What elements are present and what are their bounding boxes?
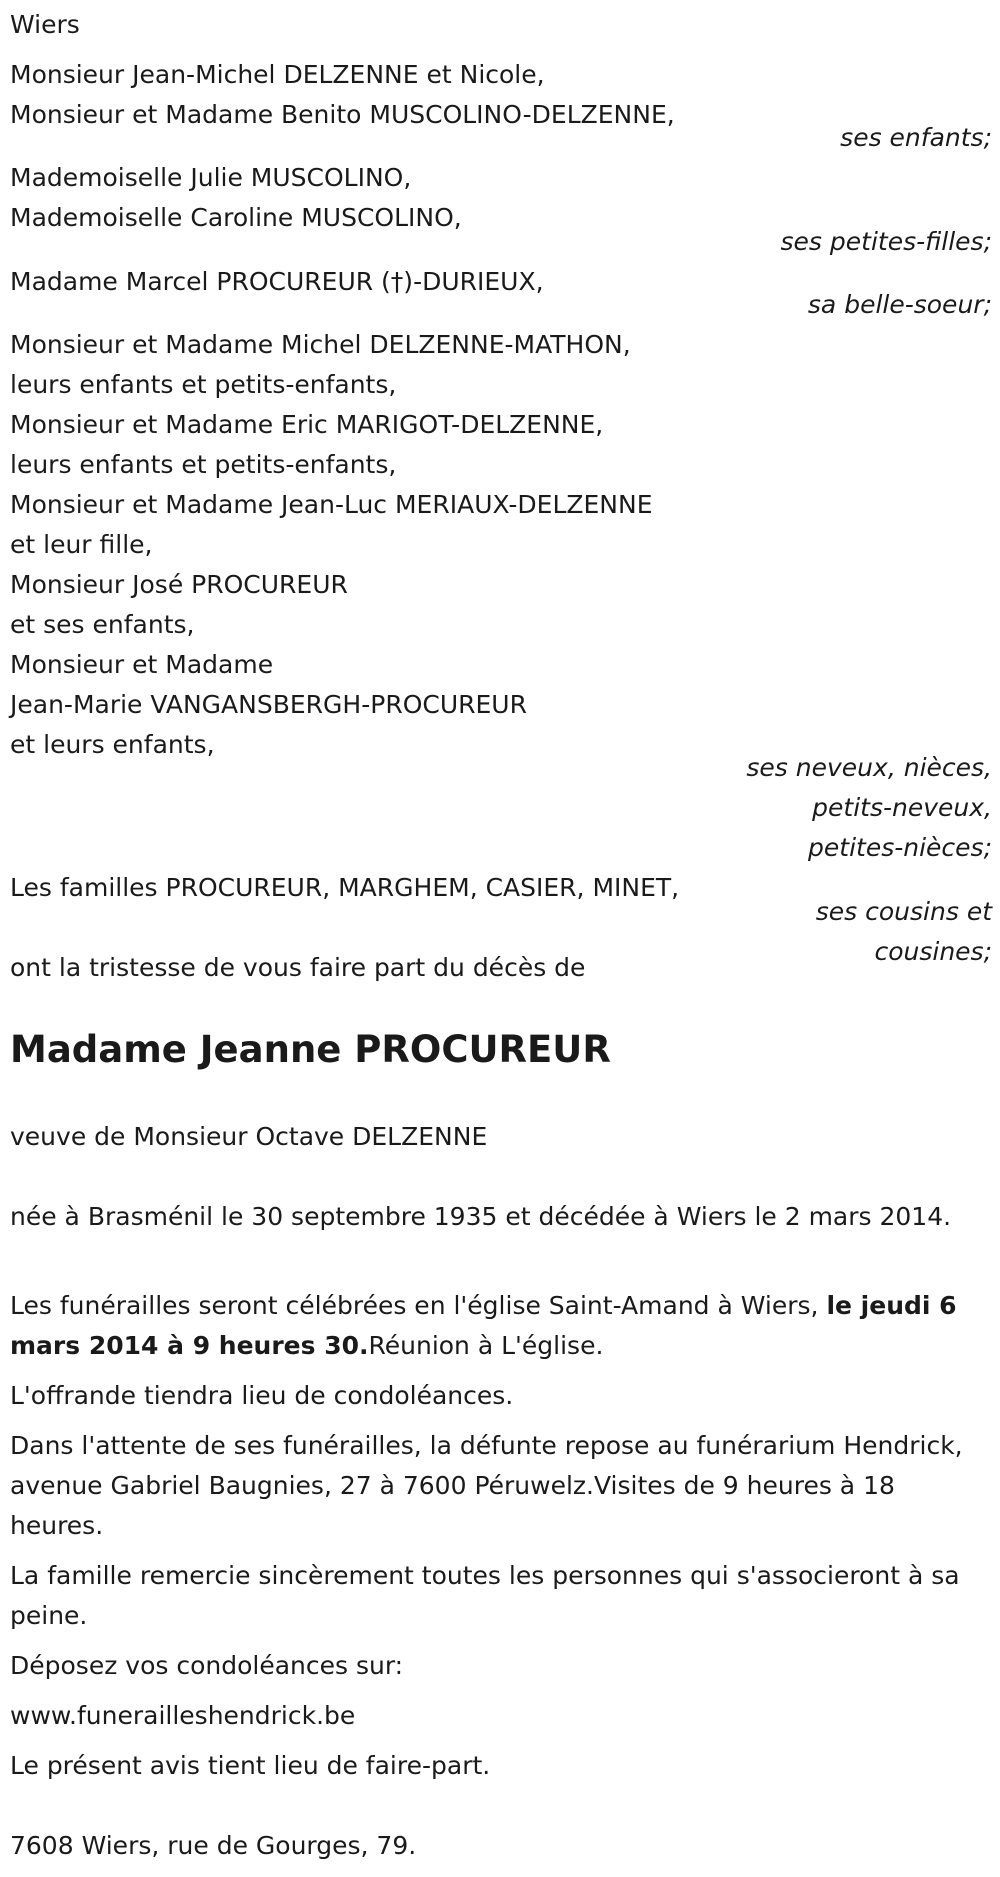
website-link[interactable]: www.funerailleshendrick.be — [10, 1701, 356, 1730]
family-line: Monsieur et Madame — [10, 650, 274, 679]
family-line: Monsieur et Madame Benito MUSCOLINO-DELZENNE, — [10, 100, 675, 129]
family-line: et ses enfants, — [10, 610, 195, 639]
relation-label: sa belle-soeur; — [807, 290, 992, 319]
relation-label: ses enfants; — [840, 123, 992, 152]
notice-line: Le présent avis tient lieu de faire-part. — [10, 1751, 491, 1780]
relation-label: petites-nièces; — [808, 833, 992, 862]
deceased-name: Madame Jeanne PROCUREUR — [10, 1028, 611, 1071]
family-line: et leurs enfants, — [10, 730, 215, 759]
address-line: 7608 Wiers, rue de Gourges, 79. — [10, 1831, 417, 1860]
condolences-label: Déposez vos condoléances sur: — [10, 1651, 404, 1680]
funeral-date: le jeudi 6 mars 2014 à 9 heures 30. — [10, 1291, 957, 1360]
relation-label: ses petites-filles; — [780, 227, 992, 256]
town-line: Wiers — [10, 10, 80, 39]
rest-info-paragraph: Dans l'attente de ses funérailles, la défunte repose au funérarium Hendrick, avenue Gabriel Baugnies, 27 à 7600 Péruwelz.Visites de 9 heures à 18 heures. — [10, 1431, 963, 1540]
widow-line: veuve de Monsieur Octave DELZENNE — [10, 1122, 488, 1151]
relation-label: cousines; — [874, 937, 992, 966]
thanks-paragraph: La famille remercie sincèrement toutes les personnes qui s'associeront à sa peine. — [10, 1561, 960, 1630]
funeral-paragraph — [10, 1286, 990, 1366]
relation-label: petits-neveux, — [812, 793, 992, 822]
family-line: Jean-Marie VANGANSBERGH-PROCUREUR — [10, 690, 527, 719]
family-line: Mademoiselle Caroline MUSCOLINO, — [10, 203, 462, 232]
family-line: Monsieur José PROCUREUR — [10, 570, 348, 599]
family-line: Monsieur et Madame Jean-Luc MERIAUX-DELZENNE — [10, 490, 653, 519]
relation-label: ses cousins et — [815, 897, 992, 926]
birth-death-paragraph: née à Brasménil le 30 septembre 1935 et décédée à Wiers le 2 mars 2014. — [10, 1202, 952, 1231]
relation-label: ses neveux, nièces, — [746, 753, 992, 782]
funeral-intro: Les funérailles seront célébrées en l'église Saint-Amand à Wiers, — [10, 1291, 827, 1320]
funeral-meeting: Réunion à L'église. — [368, 1331, 604, 1360]
family-line: Mademoiselle Julie MUSCOLINO, — [10, 163, 412, 192]
family-line: Monsieur et Madame Eric MARIGOT-DELZENNE, — [10, 410, 604, 439]
family-line: Monsieur Jean-Michel DELZENNE et Nicole, — [10, 60, 545, 89]
family-line: Madame Marcel PROCUREUR (†)-DURIEUX, — [10, 267, 544, 296]
family-line: leurs enfants et petits-enfants, — [10, 450, 397, 479]
family-line: leurs enfants et petits-enfants, — [10, 370, 397, 399]
family-line: Monsieur et Madame Michel DELZENNE-MATHON, — [10, 330, 631, 359]
offering-paragraph: L'offrande tiendra lieu de condoléances. — [10, 1381, 514, 1410]
family-line: Les familles PROCUREUR, MARGHEM, CASIER, MINET, — [10, 873, 680, 902]
family-line: et leur fille, — [10, 530, 153, 559]
announcement-line: ont la tristesse de vous faire part du décès de — [10, 953, 586, 982]
